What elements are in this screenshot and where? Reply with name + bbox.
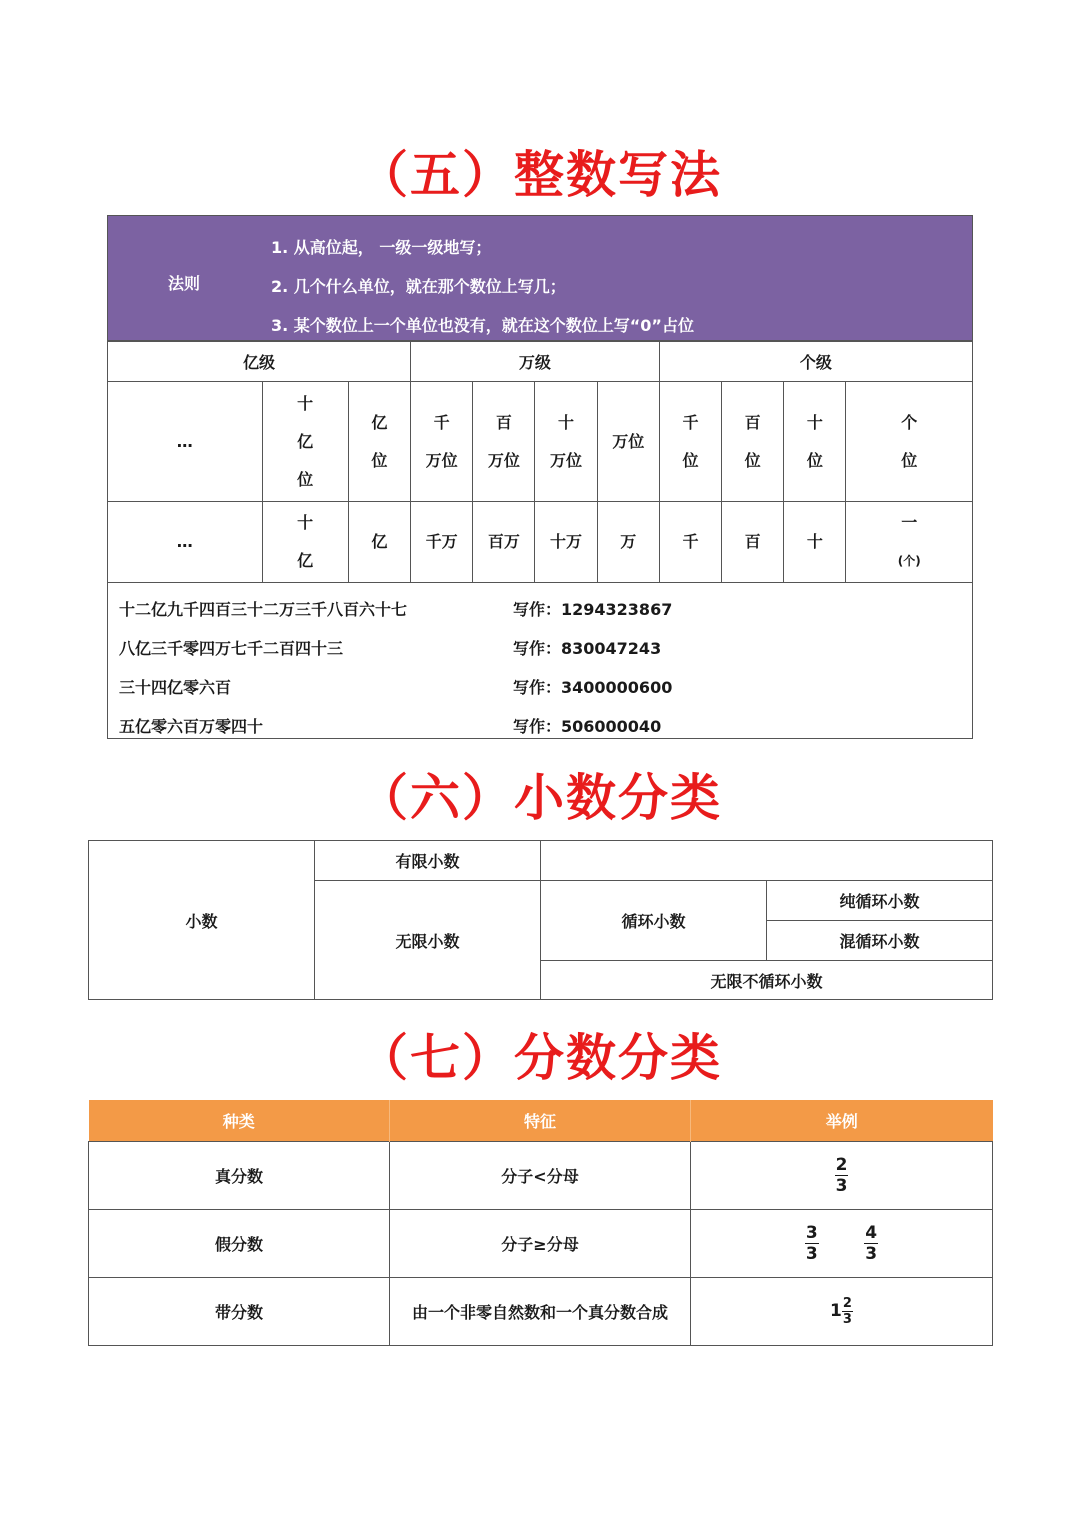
non-repeating-decimal: 无限不循环小数 (541, 961, 993, 1000)
section6-title: （六）小数分类 (358, 769, 722, 827)
example-words: 三十四亿零六百 (119, 678, 232, 697)
level-yi: 亿级 (108, 342, 411, 382)
position-text: 千 (682, 412, 699, 432)
example-written: 写作：3400000600 (513, 678, 673, 697)
position-text: 位 (806, 450, 823, 470)
unit-cell (348, 502, 410, 583)
unit-text: 万 (620, 532, 637, 551)
position-text: 千 (433, 412, 450, 432)
position-text: 万位 (487, 450, 520, 470)
position-cell (659, 382, 721, 502)
pure-repeating-decimal: 纯循环小数 (767, 881, 993, 921)
unit-text: … (176, 532, 193, 551)
position-cell (348, 382, 410, 502)
example-proper (691, 1141, 993, 1209)
kind-improper: 假分数 (89, 1209, 390, 1277)
position-cell (262, 382, 348, 502)
decimal-root: 小数 (89, 841, 315, 1000)
examples-box (107, 582, 973, 739)
feature-proper: 分子<分母 (390, 1141, 691, 1209)
position-text: 位 (901, 450, 918, 470)
unit-text: 百万 (487, 532, 520, 551)
rule-line-1: 1. 从高位起， 一级一级地写； (271, 238, 492, 257)
position-text: 位 (682, 450, 699, 470)
feature-improper: 分子≥分母 (390, 1209, 691, 1277)
position-text: 亿 (371, 412, 388, 432)
unit-row (108, 502, 973, 583)
unit-cell (262, 502, 348, 583)
unit-text: 百 (744, 532, 761, 551)
position-text: 十 (297, 393, 314, 413)
unit-text: 十 (806, 532, 823, 551)
example-words: 十二亿九千四百三十二万三千八百六十七 (119, 600, 408, 619)
position-text: 万位 (612, 431, 645, 451)
position-cell (535, 382, 597, 502)
level-wan: 万级 (411, 342, 660, 382)
mixed-number: 1 $\frac{2}{3}$ (830, 1295, 852, 1327)
unit-cell (846, 502, 973, 583)
unit-text: 千 (682, 532, 699, 551)
position-text: 个 (901, 412, 918, 432)
position-text: 万位 (425, 450, 458, 470)
unit-cell (784, 502, 846, 583)
example-words: 五亿零六百万零四十 (119, 717, 264, 736)
position-cell (108, 382, 263, 502)
example-mixed (691, 1277, 993, 1345)
position-text: 十 (806, 412, 823, 432)
position-text: 亿 (297, 431, 314, 451)
unit-text: 亿 (371, 532, 388, 551)
decimal-classification-table (88, 840, 993, 1000)
position-cell (597, 382, 659, 502)
place-value-table (107, 341, 973, 583)
kind-proper: 真分数 (89, 1141, 390, 1209)
rule-label: 法则 (168, 274, 201, 293)
empty-cell (541, 841, 993, 881)
section7-title: （七）分数分类 (358, 1029, 722, 1087)
unit-cell (411, 502, 473, 583)
position-text: 十 (558, 412, 575, 432)
unit-text: 十万 (550, 532, 583, 551)
unit-cell (597, 502, 659, 583)
header-feature: 特征 (390, 1100, 691, 1141)
example-improper (691, 1209, 993, 1277)
rule-box (107, 215, 973, 341)
section5-title: （五）整数写法 (358, 146, 722, 204)
unit-text: (个) (897, 554, 921, 568)
unit-cell (659, 502, 721, 583)
header-kind: 种类 (89, 1100, 390, 1141)
position-cell (784, 382, 846, 502)
position-row (108, 382, 973, 502)
header-example: 举例 (691, 1100, 993, 1141)
fraction: $\frac{2}{3}$ (835, 1154, 848, 1196)
position-cell (473, 382, 535, 502)
unit-text: 千万 (425, 532, 458, 551)
position-cell (722, 382, 784, 502)
position-text: 位 (297, 469, 314, 489)
position-text: 百 (744, 412, 761, 432)
fraction: $\frac{3}{3}$ (805, 1222, 818, 1264)
repeating-decimal: 循环小数 (541, 881, 767, 961)
unit-text: 亿 (297, 551, 314, 570)
fraction: $\frac{2}{3}$ (842, 1295, 852, 1327)
position-text: 万位 (550, 450, 583, 470)
position-text: … (176, 431, 193, 451)
mixed-repeating-decimal: 混循环小数 (767, 921, 993, 961)
finite-decimal: 有限小数 (315, 841, 541, 881)
rule-line-2: 2. 几个什么单位，就在那个数位上写几； (271, 277, 566, 296)
level-ge: 个级 (659, 342, 972, 382)
unit-cell (535, 502, 597, 583)
feature-mixed: 由一个非零自然数和一个真分数合成 (390, 1277, 691, 1345)
fraction: $\frac{4}{3}$ (865, 1222, 878, 1264)
position-text: 百 (495, 412, 512, 432)
unit-text: 一 (901, 513, 918, 532)
unit-text: 十 (297, 513, 314, 532)
rule-line-3: 3. 某个数位上一个单位也没有，就在这个数位上写“0”占位 (271, 316, 694, 335)
example-written: 写作：830047243 (513, 639, 662, 658)
example-written: 写作：1294323867 (513, 600, 673, 619)
position-cell (846, 382, 973, 502)
unit-cell (473, 502, 535, 583)
unit-cell (108, 502, 263, 583)
example-written: 写作：506000040 (513, 717, 662, 736)
unit-cell (722, 502, 784, 583)
position-text: 位 (744, 450, 761, 470)
position-cell (411, 382, 473, 502)
position-text: 位 (371, 450, 388, 470)
infinite-decimal: 无限小数 (315, 881, 541, 1000)
example-words: 八亿三千零四万七千二百四十三 (119, 639, 344, 658)
kind-mixed: 带分数 (89, 1277, 390, 1345)
fraction-classification-table (88, 1100, 993, 1346)
